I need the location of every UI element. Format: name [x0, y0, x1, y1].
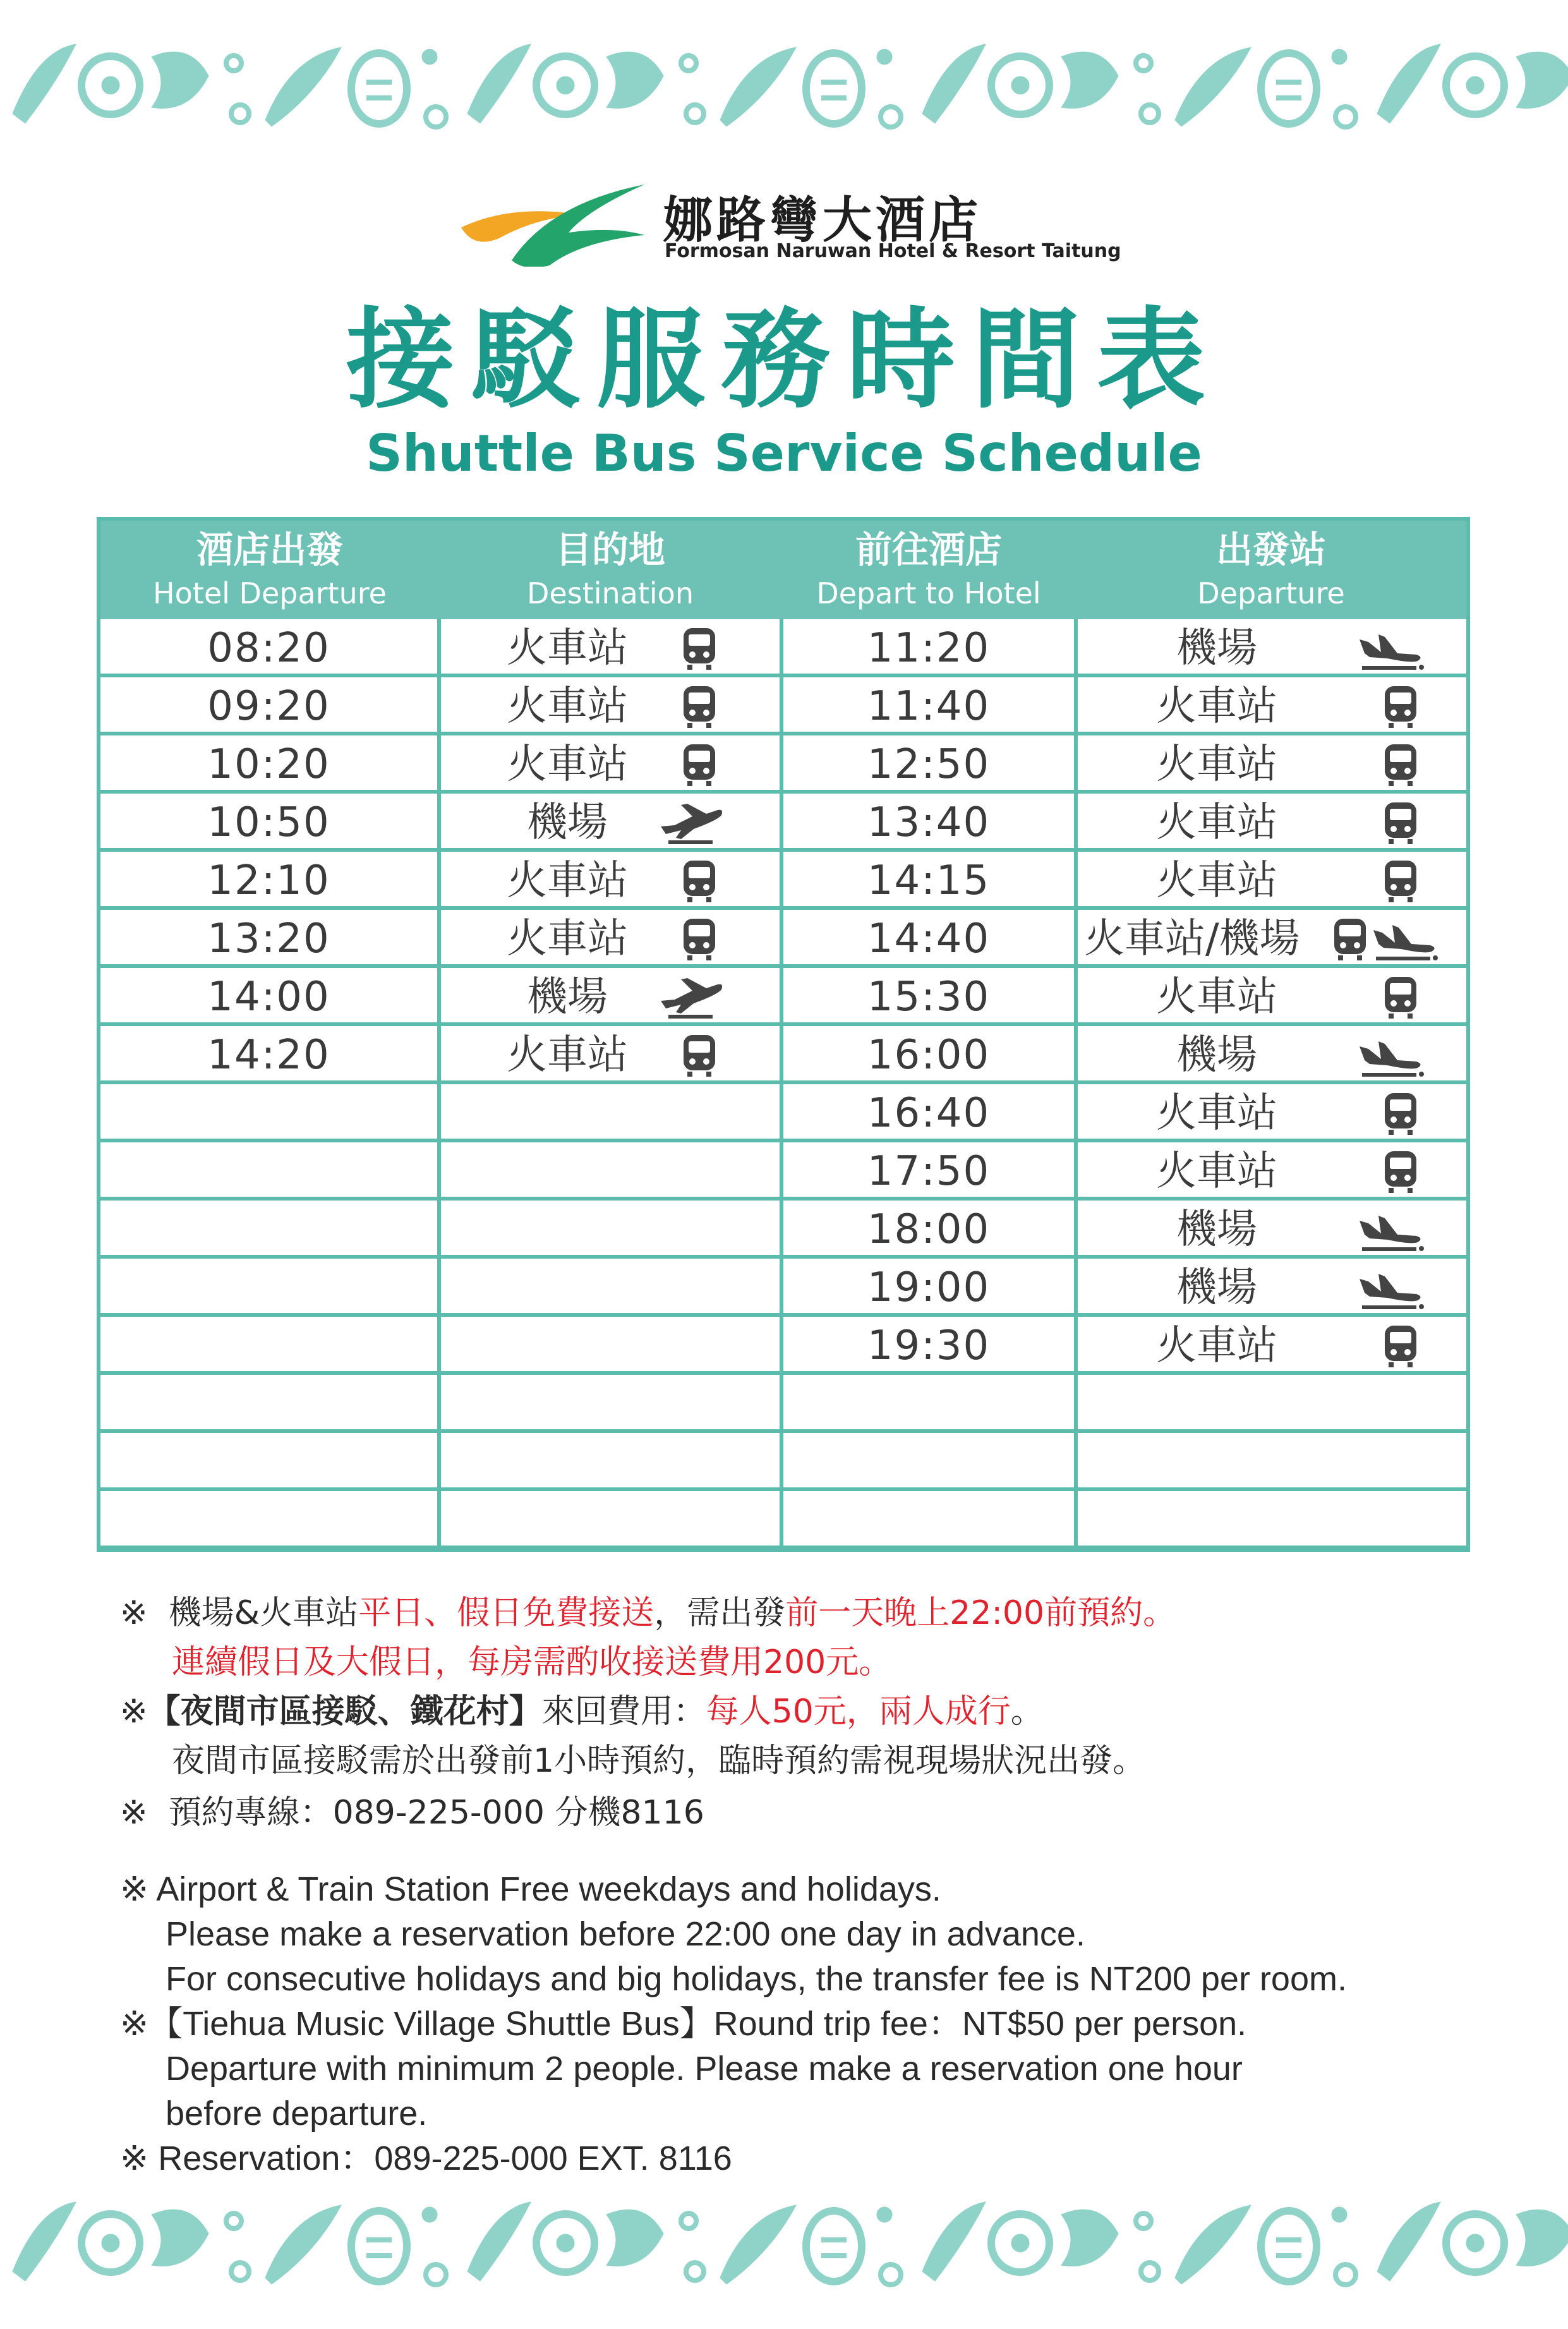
depart-to-hotel-time: 13:40 [867, 799, 991, 846]
schedule-table [97, 517, 1470, 1552]
depart-to-hotel-time: 18:00 [867, 1206, 991, 1253]
destination-cell [441, 1491, 780, 1546]
note-zh-4: 夜間市區接駁需於出發前1小時預約，臨時預約需視現場狀況出發。 [172, 1742, 1146, 1780]
destination-cell [441, 910, 780, 964]
depart-to-hotel-time: 11:20 [867, 625, 991, 672]
destination-cell [441, 794, 780, 848]
destination-cell [441, 1026, 780, 1080]
table-row [100, 794, 1466, 852]
hotel-departure-time [100, 1375, 437, 1429]
note-zh-1: ※ 機場&火車站平日、假日免費接送，需出發前一天晚上22:00前預約。 [120, 1594, 1176, 1632]
departure-station-cell [1078, 1142, 1466, 1197]
note-zh-5: ※ 預約專線：089-225-000 分機8116 [120, 1794, 704, 1832]
header-depart-to-hotel: 前往酒店 Depart to Hotel [816, 528, 1041, 610]
note-en-2: Please make a reservation before 22:00 one day in advance. [166, 1915, 1085, 1953]
table-row [100, 735, 1466, 794]
hotel-departure-time [100, 1142, 437, 1197]
departure-station-cell [1078, 1259, 1466, 1313]
departure-station-cell [1078, 968, 1466, 1022]
table-row [100, 1491, 1466, 1549]
page-title-en: Shuttle Bus Service Schedule [366, 424, 1202, 483]
departure-station-cell [1078, 1491, 1466, 1546]
destination-label: 火車站 [507, 741, 628, 788]
hotel-departure-time: 10:50 [207, 799, 330, 846]
departure-station-cell [1078, 735, 1466, 790]
table-row [100, 910, 1466, 968]
page-title-zh: 接駁服務時間表 [346, 296, 1222, 423]
brand-name-en: Formosan Naruwan Hotel & Resort Taitung [665, 240, 1121, 262]
destination-label: 火車站 [507, 857, 628, 904]
destination-cell [441, 968, 780, 1022]
departure-station-label: 機場 [1176, 1032, 1257, 1079]
table-row [100, 1433, 1466, 1491]
departure-station-cell [1078, 1375, 1466, 1429]
destination-label: 機場 [527, 974, 608, 1020]
destination-label: 火車站 [507, 916, 628, 962]
departure-station-cell [1078, 1084, 1466, 1139]
departure-station-cell [1078, 677, 1466, 732]
header-departure: 出發站 Departure [1197, 528, 1345, 610]
table-header [100, 521, 1466, 619]
table-row [100, 619, 1466, 677]
destination-cell [441, 1201, 780, 1255]
hotel-departure-time [100, 1491, 437, 1546]
destination-cell [441, 1433, 780, 1487]
table-row [100, 1142, 1466, 1201]
hotel-departure-time [100, 1433, 437, 1487]
note-zh-3: ※【夜間市區接駁、鐵花村】來回費用：每人50元，兩人成行。 [120, 1693, 1044, 1731]
depart-to-hotel-time: 11:40 [867, 683, 991, 730]
departure-station-label: 火車站 [1156, 857, 1277, 904]
hotel-departure-time: 14:00 [207, 974, 330, 1020]
hotel-departure-time [100, 1317, 437, 1371]
departure-station-label: 機場 [1176, 1264, 1257, 1311]
departure-station-label: 火車站/機場 [1084, 916, 1300, 962]
depart-to-hotel-time: 16:40 [867, 1090, 991, 1137]
destination-cell [441, 1084, 780, 1139]
depart-to-hotel-time: 15:30 [867, 974, 991, 1020]
destination-label: 機場 [527, 799, 608, 846]
departure-station-cell [1078, 794, 1466, 848]
header-hotel-departure: 酒店出發 Hotel Departure [153, 528, 387, 610]
note-en-4: ※【Tiehua Music Village Shuttle Bus】Round trip fee：NT$50 per person. [120, 2005, 1247, 2043]
hotel-departure-time [100, 1084, 437, 1139]
table-row [100, 1317, 1466, 1375]
note-zh-2: 連續假日及大假日，每房需酌收接送費用200元。 [172, 1643, 892, 1681]
hotel-departure-time: 10:20 [207, 741, 330, 788]
depart-to-hotel-time: 14:15 [867, 857, 991, 904]
hotel-departure-time: 09:20 [207, 683, 330, 730]
depart-to-hotel-time: 19:00 [867, 1264, 991, 1311]
destination-cell [441, 735, 780, 790]
decorative-band-top [0, 38, 1568, 133]
depart-to-hotel-time: 17:50 [867, 1148, 991, 1195]
departure-station-cell [1078, 1433, 1466, 1487]
destination-cell [441, 1142, 780, 1197]
departure-station-label: 火車站 [1156, 1322, 1277, 1369]
departure-station-label: 機場 [1176, 1206, 1257, 1253]
table-row [100, 852, 1466, 910]
hotel-departure-time: 14:20 [207, 1032, 330, 1079]
note-en-7: ※ Reservation：089-225-000 EXT. 8116 [120, 2139, 732, 2177]
depart-to-hotel-time: 14:40 [867, 916, 991, 962]
departure-station-label: 機場 [1176, 625, 1257, 672]
departure-station-label: 火車站 [1156, 683, 1277, 730]
hotel-logo [455, 178, 1125, 267]
table-row [100, 1201, 1466, 1259]
destination-cell [441, 1317, 780, 1371]
destination-cell [441, 619, 780, 674]
destination-cell [441, 1375, 780, 1429]
destination-cell [441, 677, 780, 732]
decorative-band-bottom [0, 2196, 1568, 2290]
table-row [100, 1375, 1466, 1433]
depart-to-hotel-time [783, 1433, 1074, 1487]
departure-station-cell [1078, 852, 1466, 906]
hotel-departure-time: 13:20 [207, 916, 330, 962]
note-en-6: before departure. [166, 2095, 428, 2132]
header-destination: 目的地 Destination [527, 528, 694, 610]
departure-station-cell [1078, 1201, 1466, 1255]
table-row [100, 1259, 1466, 1317]
departure-station-label: 火車站 [1156, 799, 1277, 846]
departure-station-cell [1078, 1317, 1466, 1371]
departure-station-label: 火車站 [1156, 1090, 1277, 1137]
note-en-1: ※ Airport & Train Station Free weekdays and holidays. [120, 1870, 941, 1908]
depart-to-hotel-time [783, 1375, 1074, 1429]
note-en-3: For consecutive holidays and big holidays, the transfer fee is NT200 per room. [166, 1960, 1347, 1998]
hotel-departure-time: 08:20 [207, 625, 330, 672]
destination-label: 火車站 [507, 683, 628, 730]
depart-to-hotel-time: 19:30 [867, 1322, 991, 1369]
destination-cell [441, 852, 780, 906]
departure-station-cell [1078, 1026, 1466, 1080]
destination-label: 火車站 [507, 625, 628, 672]
departure-station-cell [1078, 910, 1466, 964]
departure-station-cell [1078, 619, 1466, 674]
destination-cell [441, 1259, 780, 1313]
destination-label: 火車站 [507, 1032, 628, 1079]
hotel-departure-time: 12:10 [207, 857, 330, 904]
note-en-5: Departure with minimum 2 people. Please make a reservation one hour [166, 2050, 1243, 2088]
table-row [100, 1026, 1466, 1084]
hotel-departure-time [100, 1259, 437, 1313]
table-row [100, 968, 1466, 1026]
brand-name-zh: 娜路彎大酒店 [663, 191, 982, 249]
hotel-departure-time [100, 1201, 437, 1255]
depart-to-hotel-time: 12:50 [867, 741, 991, 788]
table-row [100, 1084, 1466, 1142]
logo-mark-icon [455, 178, 651, 267]
departure-station-label: 火車站 [1156, 741, 1277, 788]
table-row [100, 677, 1466, 735]
depart-to-hotel-time: 16:00 [867, 1032, 991, 1079]
departure-station-label: 火車站 [1156, 974, 1277, 1020]
departure-station-label: 火車站 [1156, 1148, 1277, 1195]
depart-to-hotel-time [783, 1491, 1074, 1546]
